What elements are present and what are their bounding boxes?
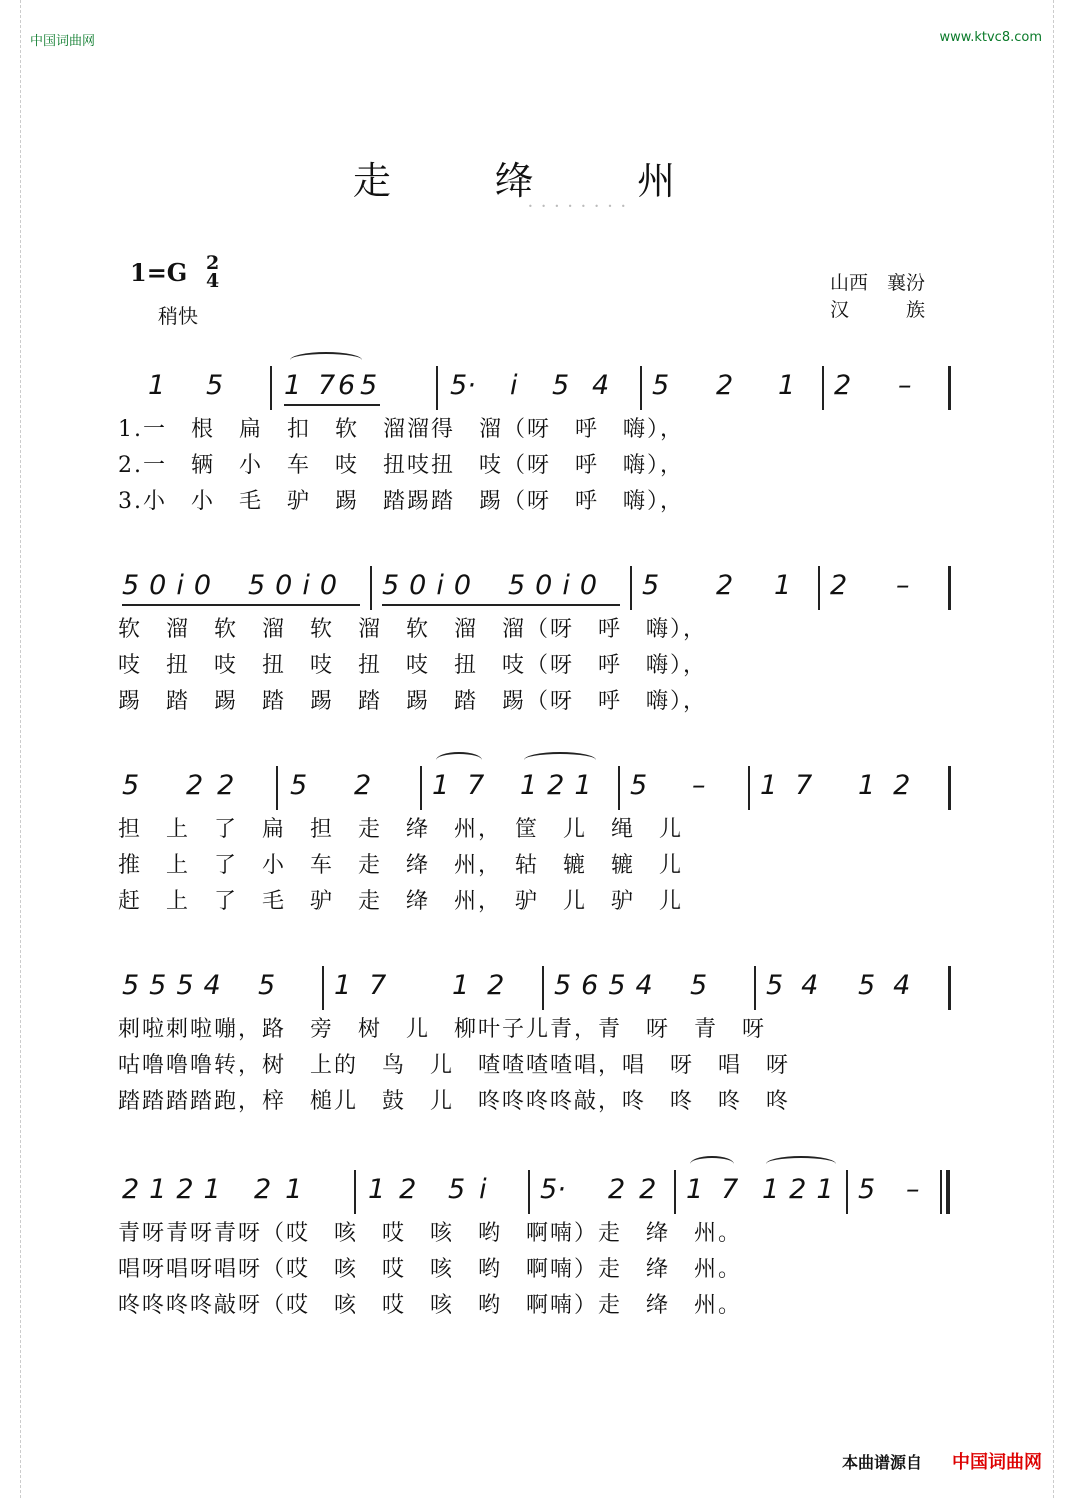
lyric-verse-1: 刺啦刺啦嘣，路 旁 树 儿 柳叶子儿青，青 呀 青 呀 bbox=[118, 1017, 767, 1042]
origin-ethnicity: 汉 族 bbox=[830, 299, 926, 321]
lyric-verse-3: 赶 上 了 毛 驴 走 绛 州， 驴 儿 驴 儿 bbox=[118, 889, 684, 914]
lyric-verse-3: 咚咚咚咚敲呀（哎 咳 哎 咳 哟 啊喃）走 绛 州。 bbox=[118, 1293, 743, 1318]
song-title: 走 绛 州 bbox=[352, 159, 722, 203]
score-system-2 bbox=[118, 566, 958, 718]
site-url-right: www.ktvc8.com bbox=[939, 30, 1042, 45]
title-decoration: • • • • • • • • bbox=[528, 202, 629, 211]
notation-row: 2121 21 12 5i 5· 22 17 121 5 – bbox=[118, 1170, 958, 1214]
lyric-verse-2: 咕噜噜噜转，树 上的 鸟 儿 喳喳喳喳唱，唱 呀 唱 呀 bbox=[118, 1053, 791, 1078]
song-origin bbox=[830, 270, 925, 324]
site-logo: 中国词曲网 bbox=[952, 1452, 1042, 1473]
lyric-verse-2: 唱呀唱呀唱呀（哎 咳 哎 咳 哟 啊喃）走 绛 州。 bbox=[118, 1257, 743, 1282]
origin-region: 山西 襄汾 bbox=[830, 272, 926, 294]
lyric-verse-1: 软 溜 软 溜 软 溜 软 溜 溜（呀 呼 嗨）， bbox=[118, 617, 708, 642]
notation-row: 5 22 5 2 17 121 5 – 17 12 bbox=[118, 766, 958, 810]
time-sig-top: 2 bbox=[206, 252, 220, 274]
time-sig-bottom: 4 bbox=[206, 270, 220, 292]
tempo-marking: 稍快 bbox=[158, 304, 198, 328]
right-margin-watermark bbox=[1053, 0, 1074, 1498]
notation-row: 5554 5 17 12 5654 5 54 54 bbox=[118, 966, 958, 1010]
lyric-verse-2: 推 上 了 小 车 走 绛 州， 轱 辘 辘 儿 bbox=[118, 853, 684, 878]
time-signature bbox=[206, 254, 219, 290]
left-margin-watermark bbox=[0, 0, 21, 1498]
lyric-verse-3: 3.小 小 毛 驴 踢 踏踢踏 踢（呀 呼 嗨）， bbox=[118, 489, 684, 514]
lyric-verse-2: 2.一 辆 小 车 吱 扭吱扭 吱（呀 呼 嗨）， bbox=[118, 453, 684, 478]
key-signature: 1=G bbox=[130, 258, 188, 287]
score-system-3 bbox=[118, 766, 958, 918]
score-system-1 bbox=[118, 366, 958, 518]
site-name-left: 中国词曲网 bbox=[30, 34, 96, 49]
lyric-verse-3: 踏踏踏踏跑，梓 槌儿 鼓 儿 咚咚咚咚敲，咚 咚 咚 咚 bbox=[118, 1089, 791, 1114]
source-label: 本曲谱源自 bbox=[842, 1453, 923, 1472]
lyric-verse-1: 青呀青呀青呀（哎 咳 哎 咳 哟 啊喃）走 绛 州。 bbox=[118, 1221, 743, 1246]
lyric-verse-3: 踢 踏 踢 踏 踢 踏 踢 踏 踢（呀 呼 嗨）， bbox=[118, 689, 708, 714]
notation-row: 50i0 50i0 50i0 50i0 5 2 1 2 – bbox=[118, 566, 958, 610]
score-system-4 bbox=[118, 966, 958, 1118]
lyric-verse-1: 担 上 了 扁 担 走 绛 州， 筐 儿 绳 儿 bbox=[118, 817, 684, 842]
lyric-verse-1: 1.一 根 扁 扣 软 溜溜得 溜（呀 呼 嗨）， bbox=[118, 417, 684, 442]
lyric-verse-2: 吱 扭 吱 扭 吱 扭 吱 扭 吱（呀 呼 嗨）， bbox=[118, 653, 708, 678]
notation-row: 1 5 1 7 6 5 5· i 5 4 5 2 1 2 – bbox=[118, 366, 958, 410]
score-system-5 bbox=[118, 1170, 958, 1322]
